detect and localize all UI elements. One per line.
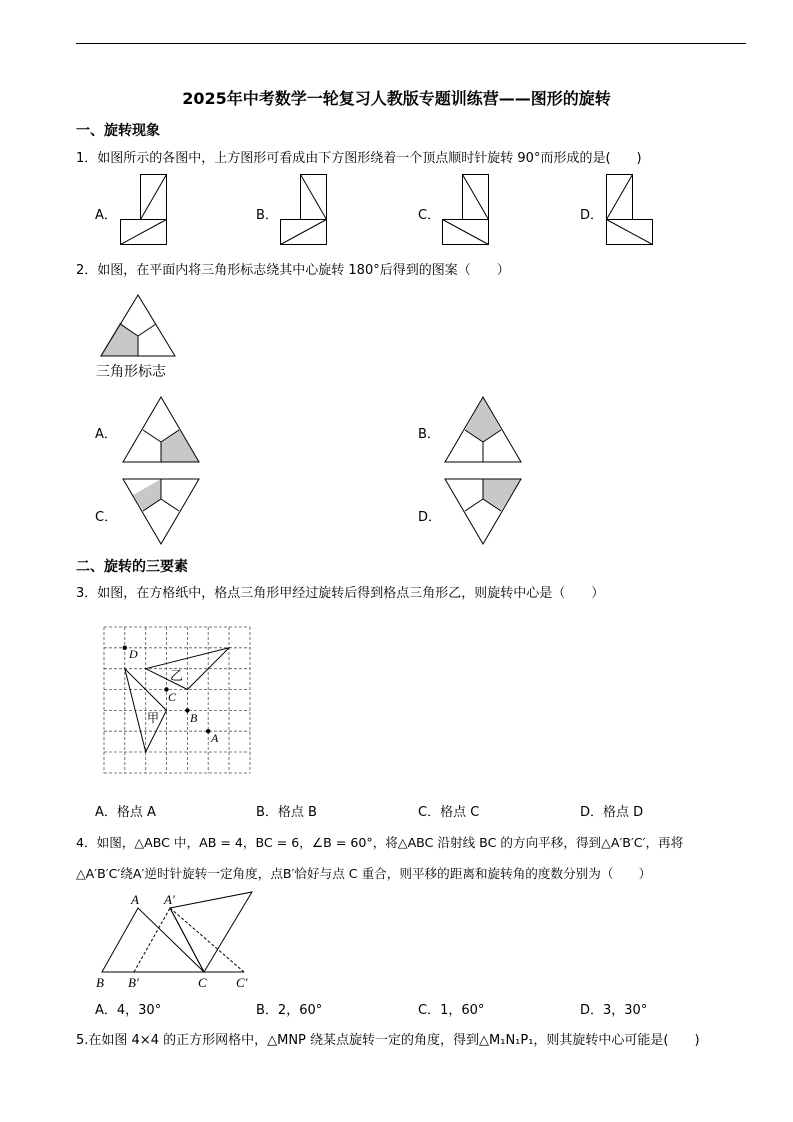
q3-label-jia: 甲 <box>147 711 160 725</box>
q2-option-b-figure <box>444 396 522 464</box>
q1-option-d-figure <box>606 174 656 246</box>
q4-option-b: B．2，60° <box>256 1003 323 1018</box>
q3-grid-figure <box>104 627 252 775</box>
q3-label-a: A <box>211 731 219 745</box>
q4-triangle-abc <box>102 908 204 972</box>
question-5-stem: 5.在如图 4×4 的正方形网格中，△MNP 绕某点旋转一定的角度，得到△M₁N₁P₁，则其旋转中心可能是( ) <box>76 1033 700 1048</box>
q2-caption: 三角形标志 <box>96 364 166 380</box>
q3-label-b: B <box>190 711 198 725</box>
q2-option-b-label: B． <box>418 427 440 442</box>
q1-option-a-figure <box>120 174 170 246</box>
q4-option-c: C．1，60° <box>418 1003 485 1018</box>
q3-point-b <box>185 708 189 712</box>
q4-option-d: D．3，30° <box>580 1003 648 1018</box>
q2-option-d-label: D． <box>418 510 442 525</box>
q1-option-c-figure <box>442 174 492 246</box>
q3-label-yi: 乙 <box>170 668 184 683</box>
q4-rotated-triangle <box>170 892 252 972</box>
q3-label-d: D <box>129 647 138 661</box>
q1-option-d-label: D． <box>580 208 604 223</box>
question-4-stem-line-1: 4．如图，△ABC 中，AB = 4，BC = 6，∠B = 60°，将△ABC 沿射线 BC 的方向平移，得到△A′B′C′，再将 <box>76 835 684 850</box>
q4-label-a: A <box>131 892 139 907</box>
section-heading-1: 一、旋转现象 <box>76 123 160 139</box>
q4-label-c-prime: C′ <box>236 975 248 990</box>
page-title: 2025年中考数学一轮复习人教版专题训练营——图形的旋转 <box>182 89 611 108</box>
q3-point-a <box>206 729 210 733</box>
q2-option-a-label: A． <box>95 427 117 442</box>
q4-figure <box>94 892 264 992</box>
q1-option-b-figure <box>280 174 330 246</box>
q3-option-b: B．格点 B <box>256 805 317 820</box>
question-3-stem: 3．如图，在方格纸中，格点三角形甲经过旋转后得到格点三角形乙，则旋转中心是（ ） <box>76 586 605 601</box>
q4-label-b-prime: B′ <box>128 975 139 990</box>
question-2-stem: 2．如图，在平面内将三角形标志绕其中心旋转 180°后得到的图案（ ） <box>76 263 510 278</box>
q1-option-c-label: C． <box>418 208 441 223</box>
q2-option-d-figure <box>444 478 522 546</box>
q3-label-c: C <box>168 690 177 704</box>
q2-option-c-label: C． <box>95 510 118 525</box>
q4-label-a-prime: A′ <box>164 892 175 907</box>
q1-option-a-label: A． <box>95 208 117 223</box>
q2-option-c-figure <box>122 478 200 546</box>
q2-option-a-figure <box>122 396 200 464</box>
q3-option-d: D．格点 D <box>580 805 644 820</box>
q4-label-c: C <box>198 975 207 990</box>
q2-triangle-logo <box>100 294 176 358</box>
q4-edge-a1c1 <box>170 908 244 972</box>
q3-point-d <box>123 646 127 650</box>
section-heading-2: 二、旋转的三要素 <box>76 559 188 575</box>
q4-option-a: A．4，30° <box>95 1003 162 1018</box>
q3-option-a: A．格点 A <box>95 805 156 820</box>
q4-label-b: B <box>96 975 104 990</box>
q4-edge-a1b1 <box>134 908 170 972</box>
q1-option-b-label: B． <box>256 208 278 223</box>
question-1-stem: 1．如图所示的各图中，上方图形可看成由下方图形绕着一个顶点顺时针旋转 90°而形成的是( ) <box>76 151 642 166</box>
q3-option-c: C．格点 C <box>418 805 480 820</box>
question-4-stem-line-2: △A′B′C′绕A′逆时针旋转一定角度，点B′恰好与点 C 重合，则平移的距离和旋转角的度数分别为（ ） <box>76 866 652 881</box>
header-rule <box>76 43 746 44</box>
